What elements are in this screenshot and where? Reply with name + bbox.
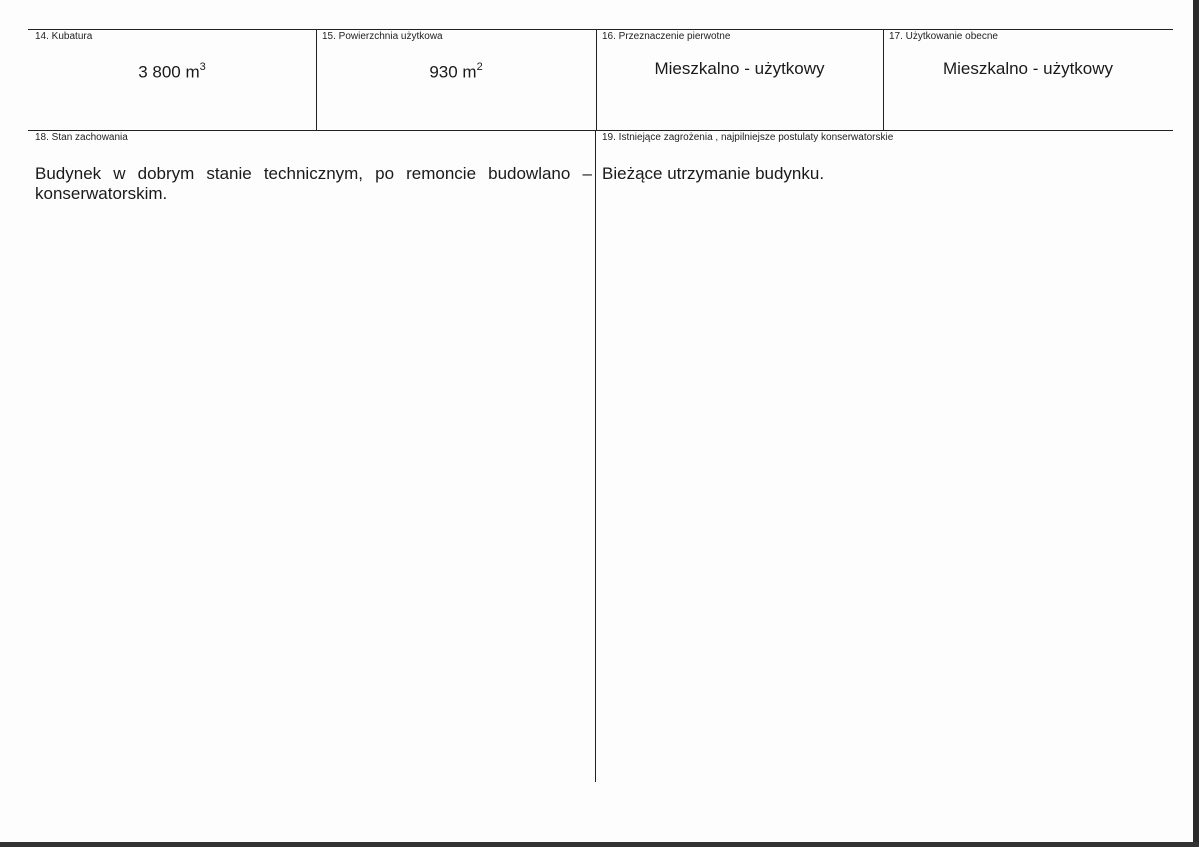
field-17-value: Mieszkalno - użytkowy bbox=[942, 59, 1114, 78]
top-rule bbox=[28, 29, 1173, 30]
scan-edge-right bbox=[1193, 0, 1199, 847]
word: budowlano bbox=[488, 164, 571, 183]
field-14-label: 14. Kubatura bbox=[35, 31, 93, 42]
field-16-value: Mieszkalno - użytkowy bbox=[654, 59, 825, 78]
field-15-label: 15. Powierzchnia użytkowa bbox=[322, 31, 443, 42]
word: w bbox=[113, 164, 126, 183]
word: po bbox=[375, 164, 395, 183]
word: dobrym bbox=[137, 164, 195, 183]
word: – bbox=[582, 164, 592, 183]
field-18-label: 18. Stan zachowania bbox=[35, 132, 128, 143]
field-18-text bbox=[35, 164, 592, 204]
word: technicznym, bbox=[263, 164, 364, 183]
field-14-value bbox=[28, 58, 316, 83]
field-17-label: 17. Użytkowanie obecne bbox=[889, 31, 998, 42]
middle-rule bbox=[28, 130, 1173, 131]
powierzchnia-exponent: 2 bbox=[476, 61, 483, 73]
field-18-line-1 bbox=[35, 164, 592, 184]
divider-18-19 bbox=[595, 130, 596, 782]
field-15-value bbox=[316, 58, 596, 83]
field-19-text: Bieżące utrzymanie budynku. bbox=[602, 164, 825, 183]
divider-16-17 bbox=[883, 29, 884, 130]
word: Budynek bbox=[35, 164, 102, 183]
divider-15-16 bbox=[596, 29, 597, 130]
word: stanie bbox=[206, 164, 252, 183]
word: remoncie bbox=[406, 164, 477, 183]
kubatura-exponent: 3 bbox=[199, 61, 206, 73]
field-18-line-2: konserwatorskim. bbox=[35, 184, 168, 203]
powierzchnia-number: 930 m bbox=[429, 62, 477, 82]
kubatura-number: 3 800 m bbox=[138, 62, 200, 82]
field-16-label: 16. Przeznaczenie pierwotne bbox=[602, 31, 731, 42]
field-19-label: 19. Istniejące zagrożenia , najpilniejsze postulaty konserwatorskie bbox=[602, 132, 894, 143]
scan-edge-bottom bbox=[0, 842, 1199, 847]
